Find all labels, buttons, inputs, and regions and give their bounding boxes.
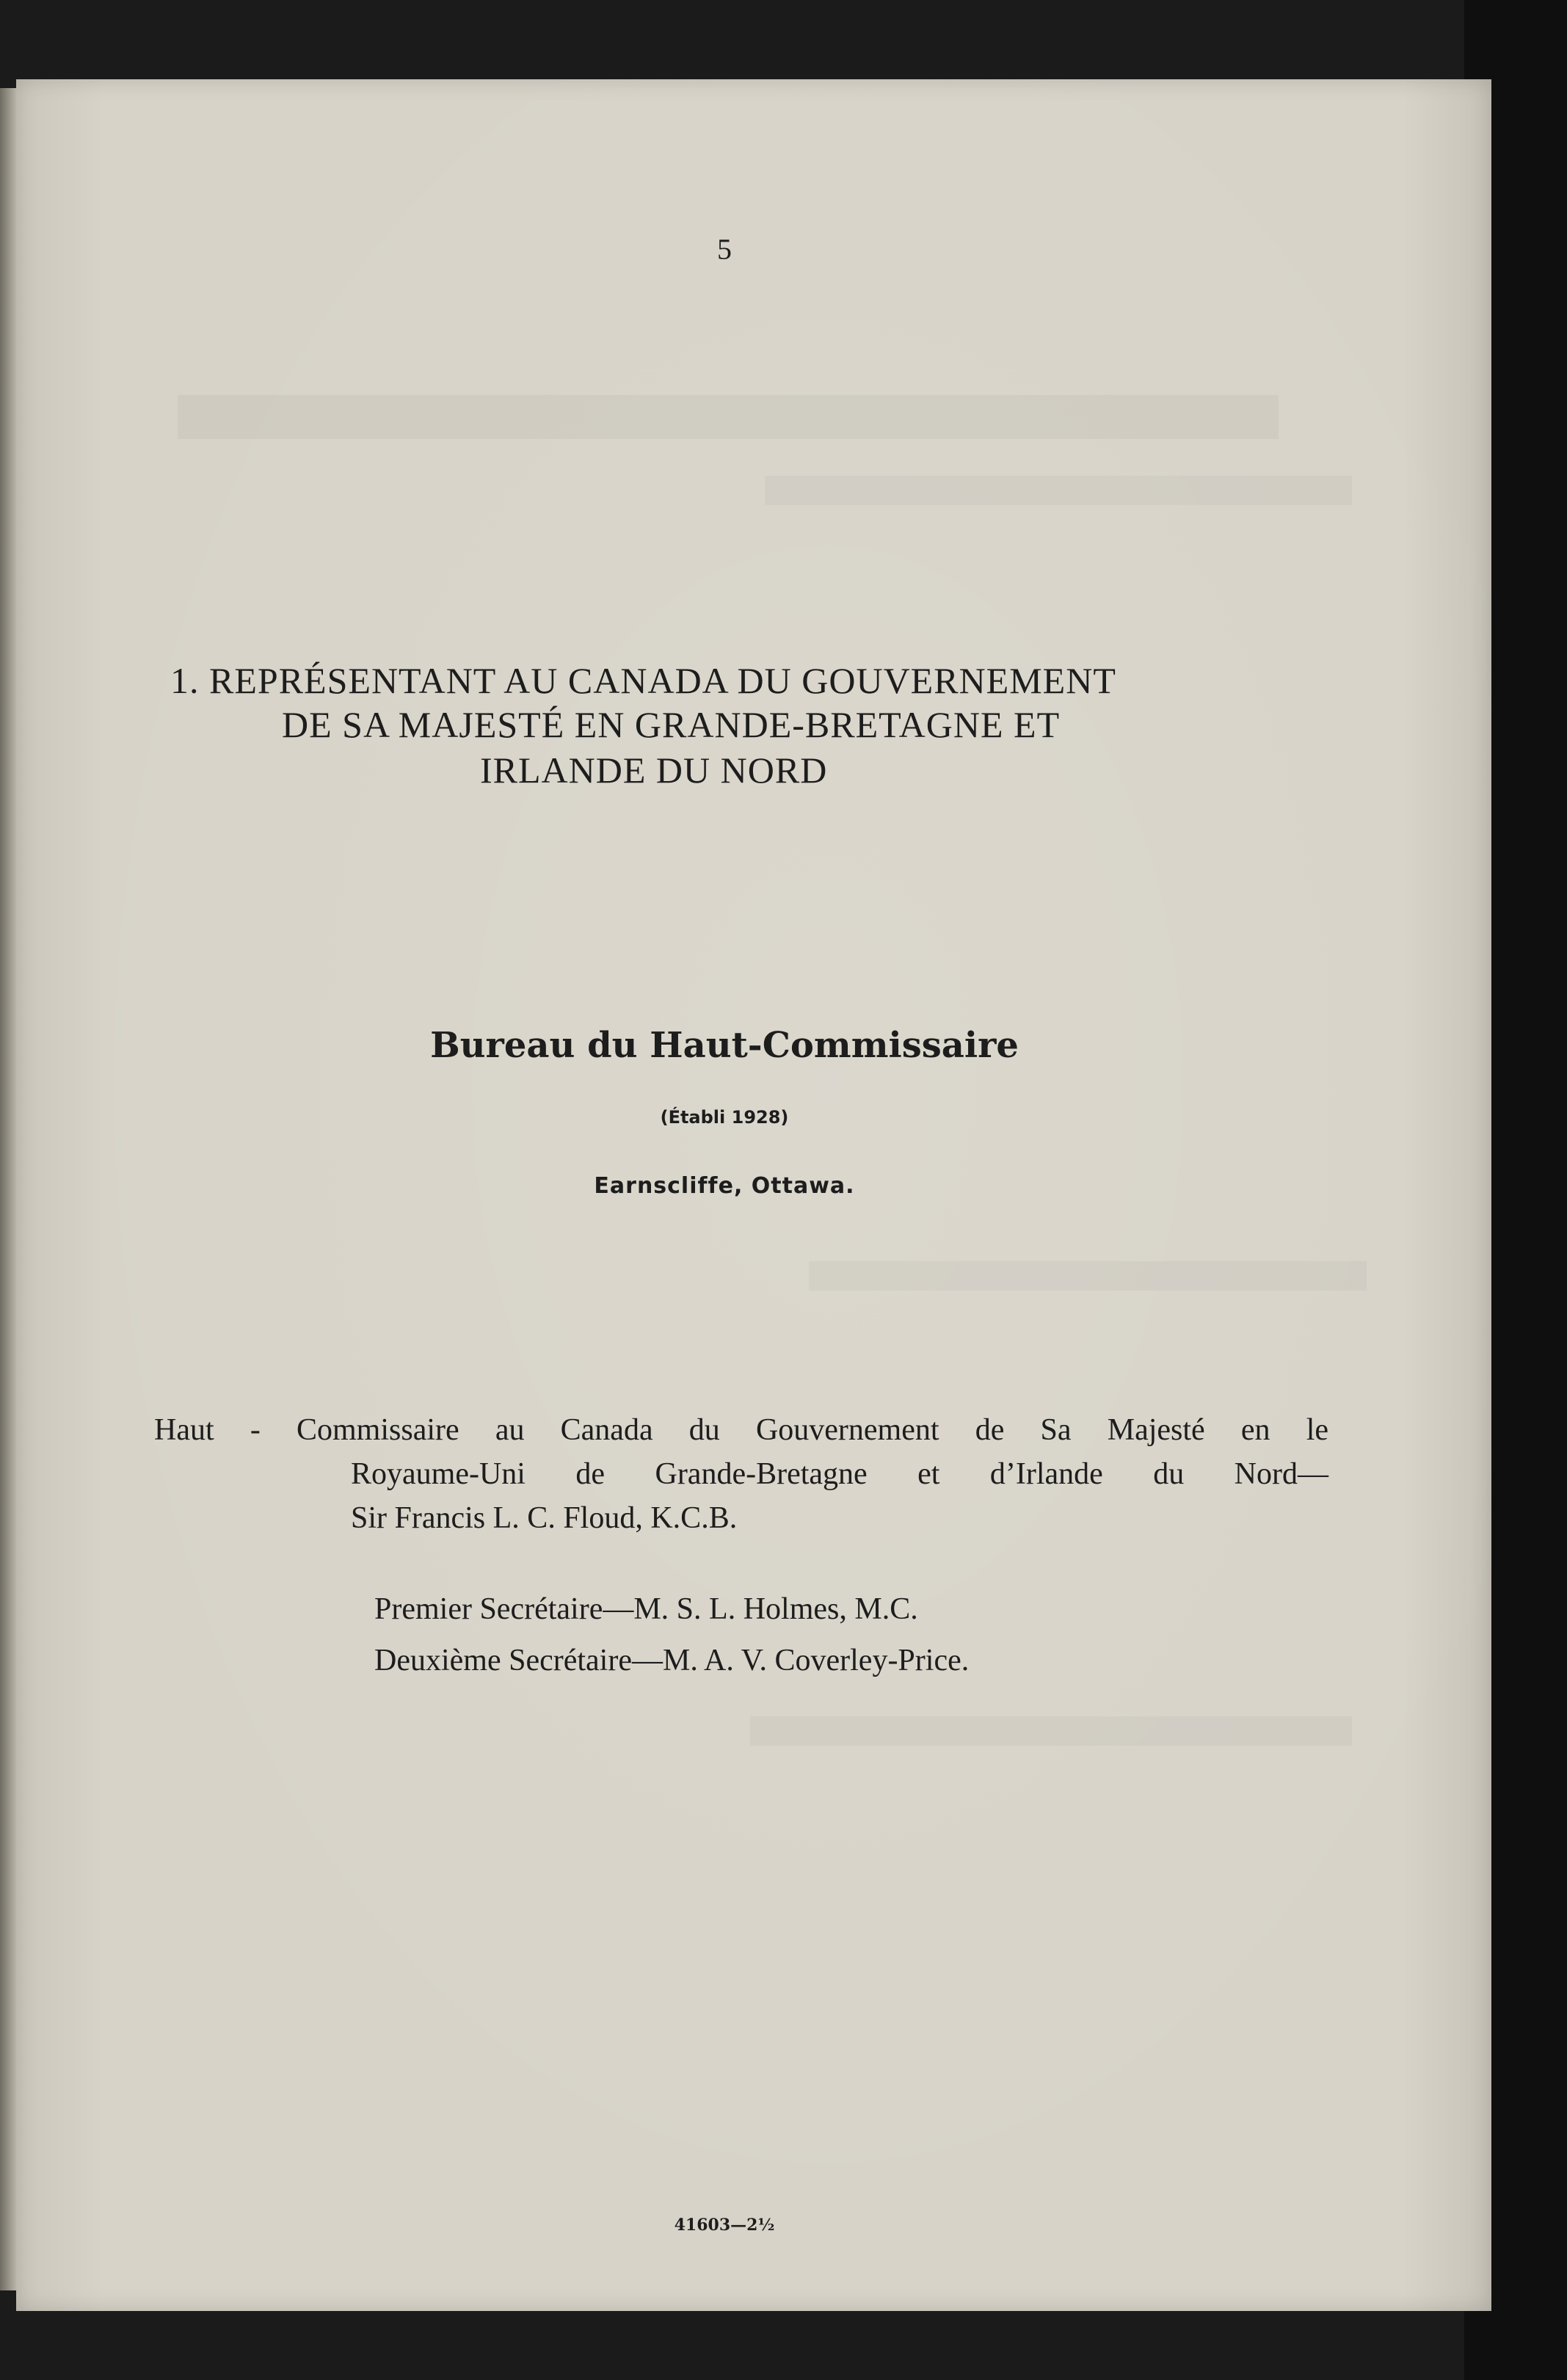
commissioner-line-1: Haut - Commissaire au Canada du Gouvernement de Sa Majesté en le — [154, 1413, 1328, 1447]
section-heading-line-2: DE SA MAJESTÉ EN GRANDE-BRETAGNE ET — [282, 704, 1061, 745]
first-secretary-entry: Premier Secrétaire—M. S. L. Holmes, M.C. — [374, 1592, 918, 1626]
office-address: Earnscliffe, Ottawa. — [594, 1173, 855, 1199]
section-heading-line-3: IRLANDE DU NORD — [480, 750, 828, 791]
left-page-edge — [0, 88, 16, 2290]
second-secretary-entry: Deuxième Secrétaire—M. A. V. Coverley-Price. — [374, 1644, 970, 1677]
office-title: Bureau du Haut-Commissaire — [430, 1025, 1019, 1066]
commissioner-line-3: Sir Francis L. C. Floud, K.C.B. — [351, 1501, 738, 1535]
bleed-through-mark — [178, 395, 1279, 439]
bleed-through-mark — [809, 1261, 1367, 1291]
commissioner-line-2: Royaume-Uni de Grande-Bretagne et d’Irlande du Nord— — [351, 1457, 1328, 1491]
page-number: 5 — [717, 233, 732, 266]
bleed-through-mark — [750, 1716, 1352, 1746]
office-established: (Établi 1928) — [660, 1107, 789, 1128]
document-page — [16, 79, 1491, 2311]
printer-signature-code: 41603—2½ — [674, 2216, 775, 2235]
commissioner-entry — [154, 1408, 1328, 1540]
section-heading-line-1: 1. REPRÉSENTANT AU CANADA DU GOUVERNEMENT — [170, 660, 1116, 701]
bleed-through-mark — [765, 476, 1352, 505]
